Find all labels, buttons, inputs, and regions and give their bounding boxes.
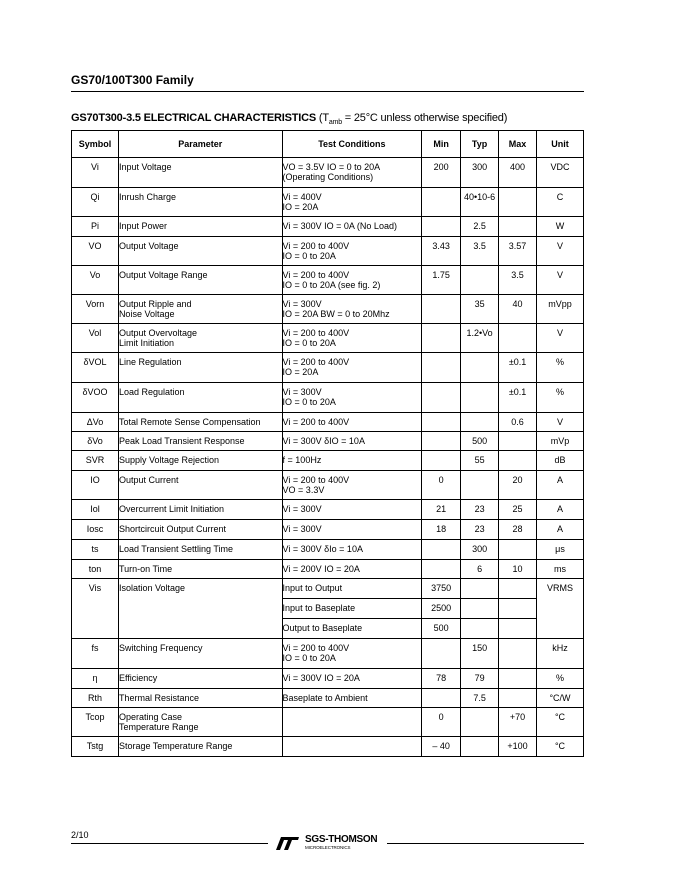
table-row	[72, 266, 584, 295]
cell-parameter: Load Regulation	[118, 383, 282, 413]
cell-max	[499, 451, 537, 471]
cell-line: VO = 3.3V	[282, 485, 325, 495]
cell-max: 20	[499, 471, 537, 500]
table-row	[72, 689, 584, 708]
cell-conditions	[282, 237, 422, 266]
table-row	[72, 639, 584, 669]
brand-name: SGS-THOMSON	[305, 834, 378, 845]
cell-typ: 2.5	[461, 217, 499, 237]
cell-min	[422, 540, 461, 560]
cell-parameter: Load Transient Settling Time	[118, 540, 282, 560]
cell-min	[422, 451, 461, 471]
cell-unit: V	[537, 324, 584, 353]
table-row	[72, 579, 584, 599]
cell-min: 3750	[422, 579, 461, 599]
cell-conditions: Output to Baseplate	[282, 619, 422, 639]
cell-min: 2500	[422, 599, 461, 619]
cell-typ	[461, 737, 499, 757]
cell-conditions	[282, 383, 422, 413]
section-title-cond-prefix: (T	[316, 112, 329, 124]
cell-min: 0	[422, 471, 461, 500]
cell-line: Vi = 400V	[282, 192, 322, 202]
cell-min	[422, 689, 461, 708]
cell-typ	[461, 266, 499, 295]
cell-conditions: Vi = 300V	[282, 500, 422, 520]
cell-min: 18	[422, 520, 461, 540]
cell-line: Vi = 300V	[282, 387, 322, 397]
cell-unit: W	[537, 217, 584, 237]
cell-symbol: IO	[72, 471, 119, 500]
cell-unit: A	[537, 520, 584, 540]
cell-conditions: Input to Output	[282, 579, 422, 599]
cell-symbol: Vorn	[72, 295, 119, 324]
cell-max: ±0.1	[499, 353, 537, 383]
cell-typ: 300	[461, 540, 499, 560]
cell-symbol: η	[72, 669, 119, 689]
header-parameter: Parameter	[118, 131, 282, 158]
table-row	[72, 560, 584, 579]
cell-min	[422, 295, 461, 324]
cell-parameter: Overcurrent Limit Initiation	[118, 500, 282, 520]
cell-symbol: Vi	[72, 158, 119, 188]
header-typ: Typ	[461, 131, 499, 158]
cell-symbol: Vis	[72, 579, 119, 639]
cell-max: 10	[499, 560, 537, 579]
cell-min	[422, 383, 461, 413]
cell-max	[499, 540, 537, 560]
section-title-cond-suffix: = 25°C unless otherwise specified)	[341, 112, 508, 124]
cell-min: – 40	[422, 737, 461, 757]
cell-unit: kHz	[537, 639, 584, 669]
cell-typ	[461, 708, 499, 737]
cell-line: Temperature Range	[118, 722, 199, 732]
cell-line: IO = 20A	[282, 202, 319, 212]
cell-max: +70	[499, 708, 537, 737]
cell-conditions	[282, 639, 422, 669]
cell-parameter: Peak Load Transient Response	[118, 432, 282, 451]
cell-typ: 35	[461, 295, 499, 324]
cell-max	[499, 324, 537, 353]
cell-unit: mVpp	[537, 295, 584, 324]
cell-min: 500	[422, 619, 461, 639]
cell-symbol: Pi	[72, 217, 119, 237]
cell-typ: 79	[461, 669, 499, 689]
cell-parameter: Output Current	[118, 471, 282, 500]
cell-line: Operating Case	[118, 712, 182, 722]
cell-typ	[461, 599, 499, 619]
cell-min: 21	[422, 500, 461, 520]
cell-conditions: Vi = 200 to 400V	[282, 413, 422, 432]
table-row	[72, 295, 584, 324]
cell-min	[422, 413, 461, 432]
cell-conditions	[282, 266, 422, 295]
cell-line: Output Ripple and	[118, 299, 192, 309]
table-row	[72, 324, 584, 353]
cell-typ: 1.2•Vo	[461, 324, 499, 353]
cell-conditions: Baseplate to Ambient	[282, 689, 422, 708]
cell-max: 25	[499, 500, 537, 520]
cell-symbol: Iol	[72, 500, 119, 520]
cell-max: 0.6	[499, 413, 537, 432]
cell-line: Vi = 200 to 400V	[282, 328, 350, 338]
cell-parameter: Input Voltage	[118, 158, 282, 188]
table-row	[72, 158, 584, 188]
header-unit: Unit	[537, 131, 584, 158]
cell-max: 40	[499, 295, 537, 324]
cell-parameter	[118, 295, 282, 324]
cell-symbol: ΔVo	[72, 413, 119, 432]
table-row	[72, 669, 584, 689]
table-row	[72, 451, 584, 471]
cell-unit: VDC	[537, 158, 584, 188]
cell-min: 78	[422, 669, 461, 689]
cell-typ: 300	[461, 158, 499, 188]
cell-line: IO = 0 to 20A	[282, 397, 336, 407]
table-row	[72, 500, 584, 520]
cell-conditions	[282, 324, 422, 353]
cell-typ: 23	[461, 500, 499, 520]
cell-unit: A	[537, 500, 584, 520]
table-row	[72, 237, 584, 266]
cell-parameter	[118, 708, 282, 737]
cell-typ	[461, 413, 499, 432]
cell-parameter: Isolation Voltage	[118, 579, 282, 639]
cell-max: ±0.1	[499, 383, 537, 413]
cell-line: Vi = 200 to 400V	[282, 241, 350, 251]
header-divider	[71, 91, 584, 92]
section-title-cond-sub: amb	[328, 119, 342, 127]
cell-parameter: Supply Voltage Rejection	[118, 451, 282, 471]
cell-line: IO = 20A BW = 0 to 20Mhz	[282, 309, 390, 319]
cell-unit: °C/W	[537, 689, 584, 708]
cell-parameter: Output Voltage	[118, 237, 282, 266]
table-row	[72, 708, 584, 737]
cell-conditions: Vi = 300V δIo = 10A	[282, 540, 422, 560]
table-row	[72, 432, 584, 451]
cell-unit: VRMS	[537, 579, 584, 639]
cell-line: Output Overvoltage	[118, 328, 197, 338]
cell-line: Vi = 200 to 400V	[282, 357, 350, 367]
cell-typ	[461, 619, 499, 639]
cell-conditions	[282, 353, 422, 383]
cell-unit: V	[537, 266, 584, 295]
cell-typ: 40•10-6	[461, 188, 499, 217]
cell-unit: V	[537, 413, 584, 432]
section-title-bold: GS70T300-3.5 ELECTRICAL CHARACTERISTICS	[71, 112, 317, 124]
cell-max: 28	[499, 520, 537, 540]
cell-symbol: δVo	[72, 432, 119, 451]
cell-typ	[461, 383, 499, 413]
cell-symbol: fs	[72, 639, 119, 669]
document-header-title: GS70/100T300 Family	[71, 73, 194, 87]
cell-line: Vi = 200 to 400V	[282, 270, 350, 280]
table-row	[72, 737, 584, 757]
cell-line: Vi = 300V	[282, 299, 322, 309]
cell-min: 200	[422, 158, 461, 188]
cell-line: IO = 0 to 20A (see fig. 2)	[282, 280, 381, 290]
cell-max: 3.5	[499, 266, 537, 295]
cell-typ: 500	[461, 432, 499, 451]
cell-unit: dB	[537, 451, 584, 471]
cell-typ	[461, 353, 499, 383]
header-max: Max	[499, 131, 537, 158]
cell-unit: C	[537, 188, 584, 217]
table-row	[72, 353, 584, 383]
cell-symbol: δVOO	[72, 383, 119, 413]
cell-parameter: Switching Frequency	[118, 639, 282, 669]
cell-line: Limit Initiation	[118, 338, 174, 348]
cell-min	[422, 432, 461, 451]
cell-line: (Operating Conditions)	[282, 172, 374, 182]
cell-max	[499, 217, 537, 237]
cell-typ: 7.5	[461, 689, 499, 708]
cell-max	[499, 619, 537, 639]
cell-conditions	[282, 471, 422, 500]
cell-unit: °C	[537, 708, 584, 737]
header-min: Min	[422, 131, 461, 158]
page-number: 2/10	[71, 830, 89, 840]
cell-max	[499, 432, 537, 451]
cell-unit: %	[537, 669, 584, 689]
electrical-characteristics-table	[71, 130, 584, 757]
cell-max	[499, 669, 537, 689]
header-conditions: Test Conditions	[282, 131, 422, 158]
header-symbol: Symbol	[72, 131, 119, 158]
cell-min	[422, 639, 461, 669]
section-title	[71, 112, 507, 126]
cell-symbol: VO	[72, 237, 119, 266]
cell-unit: V	[537, 237, 584, 266]
cell-parameter: Turn-on Time	[118, 560, 282, 579]
cell-unit: %	[537, 353, 584, 383]
cell-parameter: Thermal Resistance	[118, 689, 282, 708]
cell-parameter: Efficiency	[118, 669, 282, 689]
cell-symbol: Rth	[72, 689, 119, 708]
cell-unit: °C	[537, 737, 584, 757]
cell-line: IO = 0 to 20A	[282, 251, 336, 261]
cell-line: Vi = 200 to 400V	[282, 643, 350, 653]
st-logo-icon	[273, 834, 301, 852]
sgs-thomson-logo	[273, 834, 383, 854]
cell-min	[422, 324, 461, 353]
cell-conditions: f = 100Hz	[282, 451, 422, 471]
table-row	[72, 413, 584, 432]
cell-typ: 6	[461, 560, 499, 579]
table-row	[72, 188, 584, 217]
cell-symbol: Tstg	[72, 737, 119, 757]
cell-typ: 150	[461, 639, 499, 669]
cell-max	[499, 188, 537, 217]
cell-symbol: ton	[72, 560, 119, 579]
cell-parameter: Total Remote Sense Compensation	[118, 413, 282, 432]
cell-conditions: Vi = 300V IO = 20A	[282, 669, 422, 689]
cell-typ	[461, 471, 499, 500]
cell-conditions: Input to Baseplate	[282, 599, 422, 619]
cell-min: 3.43	[422, 237, 461, 266]
cell-min	[422, 188, 461, 217]
brand-subtitle: MICROELECTRONICS	[305, 845, 351, 850]
cell-max: 400	[499, 158, 537, 188]
cell-typ: 3.5	[461, 237, 499, 266]
cell-min: 0	[422, 708, 461, 737]
cell-parameter: Line Regulation	[118, 353, 282, 383]
cell-typ	[461, 579, 499, 599]
cell-symbol: Qi	[72, 188, 119, 217]
cell-parameter: Inrush Charge	[118, 188, 282, 217]
cell-typ: 23	[461, 520, 499, 540]
table-header-row	[72, 131, 584, 158]
table-row	[72, 520, 584, 540]
cell-symbol: Iosc	[72, 520, 119, 540]
cell-line: IO = 0 to 20A	[282, 653, 336, 663]
table-row	[72, 383, 584, 413]
cell-conditions: Vi = 300V IO = 0A (No Load)	[282, 217, 422, 237]
cell-symbol: Vo	[72, 266, 119, 295]
cell-unit: μs	[537, 540, 584, 560]
cell-line: Vi = 200 to 400V	[282, 475, 350, 485]
cell-symbol: ts	[72, 540, 119, 560]
table-row	[72, 217, 584, 237]
cell-conditions	[282, 708, 422, 737]
cell-unit: A	[537, 471, 584, 500]
cell-parameter	[118, 324, 282, 353]
cell-parameter: Storage Temperature Range	[118, 737, 282, 757]
cell-parameter: Input Power	[118, 217, 282, 237]
cell-min	[422, 217, 461, 237]
cell-max	[499, 579, 537, 599]
cell-symbol: δVOL	[72, 353, 119, 383]
cell-max: +100	[499, 737, 537, 757]
cell-min	[422, 353, 461, 383]
cell-max	[499, 639, 537, 669]
cell-conditions	[282, 158, 422, 188]
cell-unit: mVp	[537, 432, 584, 451]
cell-symbol: Tcop	[72, 708, 119, 737]
cell-unit: %	[537, 383, 584, 413]
cell-line: VO = 3.5V IO = 0 to 20A	[282, 162, 381, 172]
cell-max	[499, 599, 537, 619]
footer-divider-left	[71, 843, 268, 844]
cell-max: 3.57	[499, 237, 537, 266]
cell-typ: 55	[461, 451, 499, 471]
cell-symbol: Vol	[72, 324, 119, 353]
cell-unit: ms	[537, 560, 584, 579]
cell-line: Noise Voltage	[118, 309, 175, 319]
cell-conditions: Vi = 300V	[282, 520, 422, 540]
table-row	[72, 471, 584, 500]
cell-conditions	[282, 295, 422, 324]
cell-max	[499, 689, 537, 708]
cell-line: IO = 20A	[282, 367, 319, 377]
cell-parameter: Output Voltage Range	[118, 266, 282, 295]
footer-divider-right	[387, 843, 584, 844]
cell-conditions: Vi = 200V IO = 20A	[282, 560, 422, 579]
cell-conditions: Vi = 300V δIO = 10A	[282, 432, 422, 451]
cell-min	[422, 560, 461, 579]
cell-conditions	[282, 737, 422, 757]
cell-parameter: Shortcircuit Output Current	[118, 520, 282, 540]
table-row	[72, 540, 584, 560]
cell-min: 1.75	[422, 266, 461, 295]
cell-symbol: SVR	[72, 451, 119, 471]
cell-conditions	[282, 188, 422, 217]
cell-line: IO = 0 to 20A	[282, 338, 336, 348]
